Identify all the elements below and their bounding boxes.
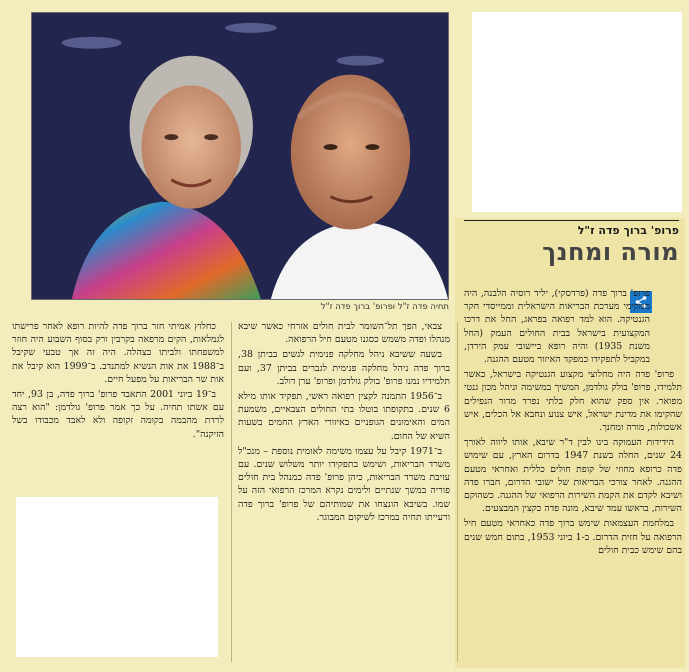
article-column-middle: [238, 320, 450, 670]
paragraph: ב־19 ביוני 2001 התאבד פרופ' ברוך פדה, בן 93, יחד עם אשתו תחיה. על כך אמר פרופ' גולדמן: "הוא רצה לרדת מהבמה בקומה זקופה ולא לאבד מכבודו בשל הזיקנה".: [12, 389, 224, 440]
paragraph: כחלוץ אמיתי חזר ברוך פדה להיות רופא לאחר פרישתו לגמלאות, הקים מרפאה בקרבין ורק בסוף השבוע היה חוזר למשפחתו ולביתו בצהלה. היה זה אך טבעי שקיבל ב־1988 את אות הנשיא למתנדב. ב־1999 הוא קיבל את אות שר הבריאות על מפעל חיים.: [12, 321, 224, 385]
article-title: מורה ומחנך: [542, 238, 679, 266]
paragraph: פרופ' פדה היה מחלוצי מקצוע הגנטיקה בישראל, כאשר תלמידו, פרופ' בולק גולדמן, המשיך במשימה וניהל מכון גנטי מפואר. אין ספק שהוא חלק בלתי נפרד מדור הנפילים שהקימו את מדינת ישראל, איש צנוע ונחבא אל הכלים, איש אשכולות, מורה ומחנך.: [464, 369, 682, 434]
paragraph: פרופ' ברוך פדה (פרדסקי), יליד רוסיה הלבנה, היה ממקימי מערכת הבריאות הישראלית וממייסדי חקר הגנטיקה. הוא למד רפואה בפראג, החל את דרכו המקצועית בישראל בבית החולים העמק (החל משנת 1935) והיה רופא ביישובי עמק הירדן, במקביל לתפקידו כמפקד האיזור מטעם ההגנה.: [464, 288, 650, 366]
blank-ad-space-top: [472, 12, 682, 212]
paragraph: במלחמת העצמאות שימש ברוך פדה כאחראי מטעם חיל הרפואה על חזית הדרום. ב-1 ביוני 1953, בתום חמש שנים בהם שימש כבית חולים: [464, 518, 682, 556]
header-rule: [464, 220, 679, 221]
article-subtitle: פרופ' ברוך פדה ז"ל: [577, 224, 679, 237]
column-divider: [231, 322, 232, 662]
paragraph: ב־1956 התמנה לקצין רפואה ראשי, תפקיד אותו מילא 6 שנים. בתקופתו בוטלו בתי החולים הצבאיים, משמעת המים והאימונים הגופניים באיזורי הארץ החמים בשעות השיא של החום.: [238, 391, 450, 442]
paragraph: הידידות העמוקה בינו לבין ד"ר שיבא, אותו ליווה לאורך 24 שנים, החלה בשנת 1947 בדרום הארץ, עם שימוש פדה כרופא מחוזי של קופת חולים כללית ואחראי מטעם ההגנה. לאחר צורכי הבריאות של ישובי הדרום, חברו פדה ושיבא לקדם את הקמת השירות הרפואי של ההגנה. כשהוקם השירות, בראשו עמד שיבא, מונה פדה כקצין המבצעים.: [464, 437, 682, 515]
paragraph: ב־1971 קיבל על עצמו משימה לאומית נוספת – מנכ"ל משרד הבריאות, ושימש בתפקידו יותר משלוש שנים. עם עזיבת משרד הבריאות, כיהן פרופ' פדה כמנהל בית חולים פוריה במשך שנתיים ולימים נקרא המרכז הרפואי הזה על שמו. בשיבא הונצחו את שמותיהם של פרופ' ברוך פדה ורעייתו תחיה במרכז לשיקום המבוגר.: [238, 445, 450, 523]
article-column-left: [12, 320, 224, 490]
couple-photo: [31, 12, 449, 300]
blank-ad-space-bottom: [16, 497, 218, 657]
article-column-right: [464, 287, 682, 665]
photo-caption: תחיה פדה ז"ל ופרופ' ברוך פדה ז"ל: [320, 302, 449, 312]
couple-photo-illustration: [32, 13, 448, 299]
paragraph: בשעה ששיבא ניהל מחלקה פנימית לנשים בביתן 38, ברוך פדה ניהל מחלקה פנימית לגברים בביתן 37, ועם תלמידיו נמנו פרופ' בולק גולדמן ופרופ' ערן דולב.: [238, 349, 450, 387]
paragraph: צבאי, הפך תל־השומר לבית חולים אזרחי כאשר שיבא מנהלו ופדה משמש כסגנו מטעם חיל הרפואה.: [238, 321, 450, 346]
column-divider: [457, 322, 458, 662]
